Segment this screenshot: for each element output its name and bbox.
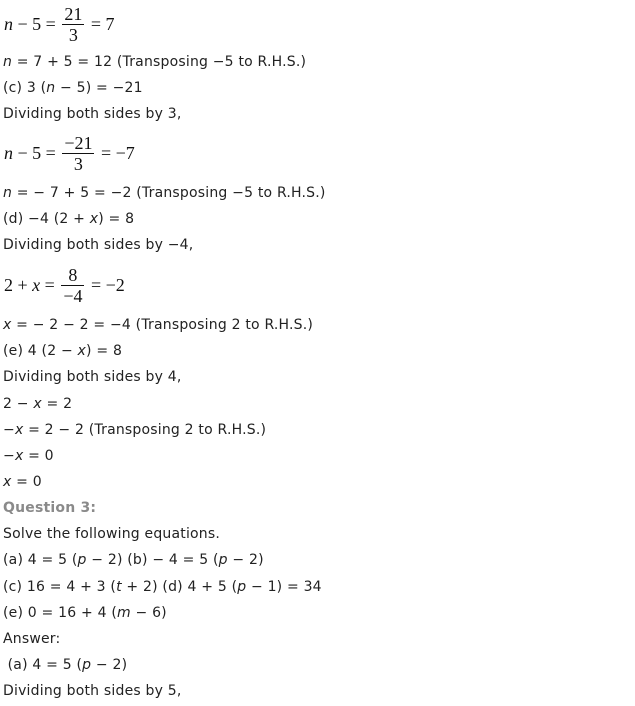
line-x-equals-neg4 bbox=[3, 317, 313, 333]
equation-lhs: − 5 = bbox=[13, 13, 61, 34]
line-text: ) = 8 bbox=[86, 343, 123, 359]
variable-x: x bbox=[3, 317, 12, 333]
fraction bbox=[62, 133, 94, 174]
line-text: = 7 + 5 = 12 (Transposing −5 to R.H.S.) bbox=[12, 54, 307, 70]
line-n-equals-neg2 bbox=[3, 185, 326, 201]
line-text: = 0 bbox=[23, 448, 54, 464]
line-text: (a) 4 = 5 ( bbox=[3, 657, 83, 673]
variable-n: n bbox=[3, 54, 13, 70]
line-part-d bbox=[3, 211, 134, 227]
variable-x: x bbox=[89, 211, 99, 227]
line-text: (d) −4 (2 + bbox=[3, 211, 90, 227]
line-text: = 2 bbox=[41, 396, 73, 412]
equation-n-minus-5-equals-21-over-3 bbox=[4, 2, 114, 46]
line-n-equals-12 bbox=[3, 54, 306, 70]
line-text: − 2) bbox=[227, 552, 264, 568]
line-text: (a) 4 = 5 ( bbox=[3, 552, 78, 568]
line-parts-c-d bbox=[3, 579, 322, 595]
line-text: = − 2 − 2 = −4 (Transposing 2 to R.H.S.) bbox=[11, 317, 314, 333]
line-dividing-by-4: Dividing both sides by 4, bbox=[3, 369, 182, 385]
fraction-numerator: 21 bbox=[64, 3, 83, 24]
equation-lhs: − 5 = bbox=[13, 142, 61, 163]
line-text: (e) 0 = 16 + 4 ( bbox=[3, 605, 117, 621]
variable-x: x bbox=[33, 396, 42, 412]
question-heading: Question 3: bbox=[3, 500, 97, 516]
equation-n-minus-5-equals-neg21-over-3 bbox=[4, 131, 135, 175]
equation-lhs: 2 + bbox=[4, 274, 33, 295]
variable-x: x bbox=[14, 422, 24, 438]
variable-x: x bbox=[77, 343, 87, 359]
fraction bbox=[62, 4, 84, 45]
fraction-numerator: −21 bbox=[64, 132, 93, 153]
equation-rhs: = −7 bbox=[96, 142, 135, 163]
variable-n: n bbox=[4, 142, 13, 163]
instruction-line: Solve the following equations. bbox=[3, 526, 221, 542]
line-text: − 1) = 34 bbox=[246, 579, 322, 595]
line-2-minus-x bbox=[3, 396, 72, 412]
line-dividing-by-3: Dividing both sides by 3, bbox=[3, 106, 182, 122]
fraction-denominator: −4 bbox=[63, 285, 83, 306]
line-text: 2 − bbox=[3, 396, 34, 412]
line-x-equals-0 bbox=[3, 474, 42, 490]
line-part-e-question bbox=[3, 605, 167, 621]
line-text: (c) 3 ( bbox=[3, 80, 47, 96]
line-dividing-by-neg4: Dividing both sides by −4, bbox=[3, 237, 194, 253]
variable-t: t bbox=[116, 579, 122, 595]
variable-p: p bbox=[218, 552, 228, 568]
line-text: (e) 4 (2 − bbox=[3, 343, 78, 359]
equation-rhs: = 7 bbox=[86, 13, 115, 34]
line-text: − 5) = −21 bbox=[55, 80, 143, 96]
line-text: − 6) bbox=[130, 605, 167, 621]
line-text: − bbox=[3, 422, 15, 438]
variable-x: x bbox=[14, 448, 24, 464]
fraction-denominator: 3 bbox=[73, 153, 83, 174]
line-text: (c) 16 = 4 + 3 ( bbox=[3, 579, 117, 595]
fraction bbox=[61, 265, 84, 306]
equation-rhs: = −2 bbox=[86, 274, 125, 295]
line-neg-x-equals-2-minus-2 bbox=[3, 422, 266, 438]
line-text: = 0 bbox=[11, 474, 42, 490]
variable-p: p bbox=[77, 552, 87, 568]
variable-m: m bbox=[117, 605, 131, 621]
line-text: + 2) (d) 4 + 5 ( bbox=[121, 579, 238, 595]
variable-x: x bbox=[32, 274, 41, 295]
fraction-numerator: 8 bbox=[68, 264, 78, 285]
line-answer-a bbox=[3, 657, 127, 673]
line-text: = 2 − 2 (Transposing 2 to R.H.S.) bbox=[23, 422, 267, 438]
variable-x: x bbox=[3, 474, 12, 490]
fraction-denominator: 3 bbox=[68, 24, 78, 45]
variable-p: p bbox=[237, 579, 247, 595]
line-text: − 2) bbox=[91, 657, 128, 673]
answer-label: Answer: bbox=[3, 631, 61, 647]
variable-p: p bbox=[82, 657, 92, 673]
line-text: − 2) (b) − 4 = 5 ( bbox=[86, 552, 219, 568]
line-text: − bbox=[3, 448, 15, 464]
variable-n: n bbox=[46, 80, 56, 96]
variable-n: n bbox=[3, 185, 13, 201]
line-part-e bbox=[3, 343, 122, 359]
line-parts-a-b bbox=[3, 552, 264, 568]
equation-lhs: = bbox=[40, 274, 60, 295]
equation-2-plus-x-equals-8-over-neg4 bbox=[4, 262, 125, 308]
line-part-c bbox=[3, 80, 143, 96]
line-text: = − 7 + 5 = −2 (Transposing −5 to R.H.S.) bbox=[12, 185, 326, 201]
variable-n: n bbox=[4, 13, 13, 34]
line-dividing-by-5: Dividing both sides by 5, bbox=[3, 683, 182, 699]
line-text: ) = 8 bbox=[98, 211, 135, 227]
line-neg-x-equals-0 bbox=[3, 448, 54, 464]
